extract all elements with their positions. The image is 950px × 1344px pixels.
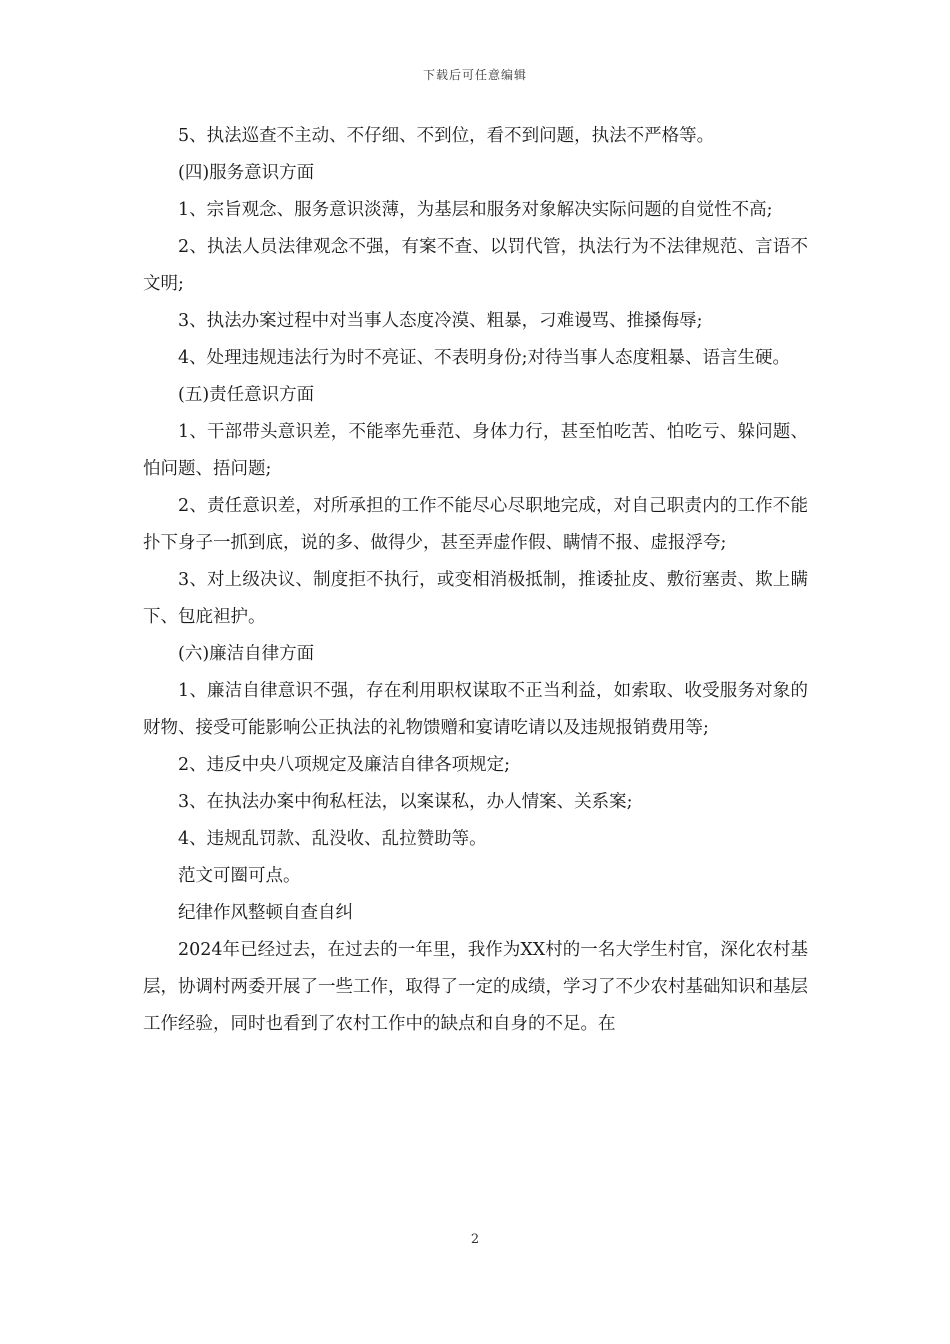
paragraph: 1、宗旨观念、服务意识淡薄，为基层和服务对象解决实际问题的自觉性不高; — [178, 200, 773, 220]
paragraph: 4、处理违规违法行为时不亮证、不表明身份;对待当事人态度粗暴、语言生硬。 — [178, 348, 791, 368]
section-heading: (四)服务意识方面 — [178, 163, 315, 183]
paragraph: 5、执法巡查不主动、不仔细、不到位，看不到问题，执法不严格等。 — [178, 126, 715, 146]
paragraph: 4、违规乱罚款、乱没收、乱拉赞助等。 — [178, 829, 487, 849]
paragraph: 3、对上级决议、制度拒不执行，或变相消极抵制，推诿扯皮、敷衍塞责、欺上瞒下、包庇袒护。 — [143, 570, 808, 627]
paragraph: 2、执法人员法律观念不强，有案不查、以罚代管，执法行为不法律规范、言语不文明; — [143, 237, 808, 294]
paragraph: 3、在执法办案中徇私枉法，以案谋私，办人情案、关系案; — [178, 792, 633, 812]
section-title: 纪律作风整顿自查自纠 — [178, 903, 353, 923]
paragraph: 2、责任意识差，对所承担的工作不能尽心尽职地完成，对自己职责内的工作不能扑下身子一抓到底，说的多、做得少，甚至弄虚作假、瞒情不报、虚报浮夸; — [143, 496, 808, 553]
section-heading: (六)廉洁自律方面 — [178, 644, 315, 664]
paragraph: 2、违反中央八项规定及廉洁自律各项规定; — [178, 755, 511, 775]
section-heading: (五)责任意识方面 — [178, 385, 315, 405]
paragraph: 1、廉洁自律意识不强，存在利用职权谋取不正当利益，如索取、收受服务对象的财物、接受可能影响公正执法的礼物馈赠和宴请吃请以及违规报销费用等; — [143, 681, 808, 738]
document-body — [143, 118, 808, 1043]
paragraph: 范文可圈可点。 — [178, 866, 301, 886]
page-header: 下载后可任意编辑 — [422, 68, 527, 82]
paragraph: 2024年已经过去，在过去的一年里，我作为XX村的一名大学生村官，深化农村基层，协调村两委开展了一些工作，取得了一定的成绩，学习了不少农村基础知识和基层工作经验，同时也看到了农村工作中的缺点和自身的不足。在 — [143, 940, 808, 1034]
page-number: 2 — [470, 1232, 480, 1247]
paragraph: 1、干部带头意识差，不能率先垂范、身体力行，甚至怕吃苦、怕吃亏、躲问题、怕问题、捂问题; — [143, 422, 808, 479]
paragraph: 3、执法办案过程中对当事人态度冷漠、粗暴，刁难谩骂、推搡侮辱; — [178, 311, 703, 331]
